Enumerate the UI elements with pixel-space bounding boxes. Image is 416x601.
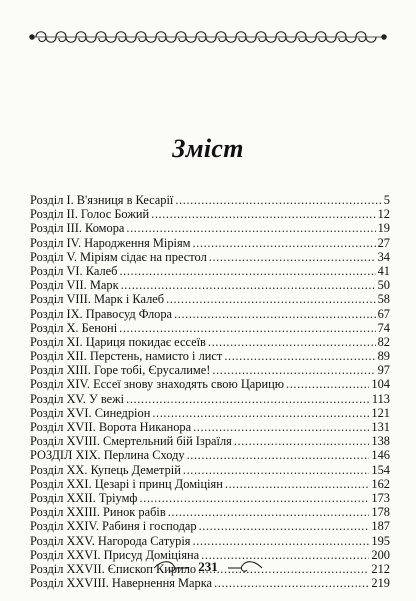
toc-entry-page: 5 [383, 193, 390, 207]
toc-entry-title: Розділ V. Міріям сідає на престол [30, 249, 207, 264]
toc-entry [30, 377, 390, 391]
toc-dot-leader [193, 420, 369, 434]
toc-entry-title: Розділ XIV. Ессеї знову знаходять свою Царицю [30, 377, 285, 392]
toc-entry [30, 221, 390, 235]
toc-dot-leader [175, 193, 381, 207]
toc-entry-title: Розділ VIII. Марк і Калеб [30, 292, 165, 307]
toc-entry-title: Розділ XIII. Горе тобі, Єрусалиме! [30, 363, 211, 378]
toc-entry-title: Розділ XVII. Ворота Никанора [30, 420, 192, 434]
toc-entry [30, 349, 390, 363]
toc-entry-title: Розділ XXV. Нагорода Сатурія [30, 533, 191, 548]
toc-entry-page: 27 [377, 235, 390, 250]
toc-entry-title: Розділ XXIV. Рабиня і господар [30, 519, 197, 534]
toc-entry [30, 406, 390, 420]
toc-entry [30, 519, 390, 533]
toc-entry-title: Розділ XXVIII. Навернення Марка [30, 576, 213, 591]
table-of-contents [30, 193, 390, 590]
toc-entry-title: Розділ X. Беноні [30, 320, 118, 335]
toc-entry-title: Розділ XII. Перстень, намисто і лист [30, 349, 223, 364]
toc-dot-leader [119, 321, 375, 335]
toc-dot-leader [225, 477, 370, 491]
toc-entry-title: Розділ XI. Цариця покидає ессеїв [30, 334, 206, 349]
toc-dot-leader [208, 335, 376, 349]
toc-entry-page: 173 [371, 490, 390, 505]
toc-entry-page: 34 [377, 249, 390, 264]
toc-entry [30, 236, 390, 250]
toc-entry-page: 50 [377, 278, 390, 293]
toc-entry-page: 82 [377, 334, 390, 349]
toc-entry-page: 178 [371, 505, 390, 520]
toc-entry [30, 278, 390, 292]
toc-entry [30, 505, 390, 519]
toc-entry-title: Розділ ІІ. Голос Божий [30, 207, 150, 222]
toc-entry [30, 250, 390, 264]
toc-entry-page: 138 [371, 434, 390, 449]
toc-entry-title: Розділ XXII. Тріумф [30, 490, 138, 505]
ornamental-border-icon [28, 26, 388, 48]
toc-dot-leader [139, 491, 369, 505]
toc-entry-page: 41 [377, 263, 390, 278]
toc-entry-title: Розділ І. В'язниця в Кесарії [30, 193, 174, 207]
toc-entry-title: Розділ XXVI. Присуд Доміціяна [30, 547, 200, 562]
toc-entry [30, 434, 390, 448]
toc-entry [30, 463, 390, 477]
toc-entry-page: 58 [377, 292, 390, 307]
toc-entry-title: РОЗДІЛ XIX. Перлина Сходу [30, 448, 185, 463]
toc-dot-leader [119, 264, 375, 278]
toc-entry-title: Розділ XV. У вежі [30, 391, 125, 406]
toc-entry-title: Розділ VІ. Калеб [30, 263, 118, 278]
toc-dot-leader [187, 448, 370, 462]
toc-dot-leader [286, 377, 369, 391]
toc-dot-leader [151, 207, 375, 221]
toc-entry-title: Розділ XX. Купець Деметрій [30, 462, 181, 477]
toc-entry-page: 162 [371, 476, 390, 491]
toc-entry-title: Розділ XXIII. Ринок рабів [30, 505, 166, 520]
toc-entry-page: 74 [377, 320, 390, 335]
toc-entry [30, 335, 390, 349]
toc-entry-page: 200 [371, 547, 390, 562]
toc-entry-page: 187 [371, 519, 390, 534]
toc-entry-page: 104 [371, 377, 390, 392]
toc-entry [30, 292, 390, 306]
toc-entry [30, 321, 390, 335]
toc-entry [30, 307, 390, 321]
toc-entry-title: Розділ ІІІ. Комора [30, 221, 125, 236]
toc-entry [30, 264, 390, 278]
toc-entry [30, 207, 390, 221]
toc-entry [30, 477, 390, 491]
toc-dot-leader [234, 434, 370, 448]
toc-entry-title: Розділ XVI. Синедріон [30, 405, 151, 420]
toc-entry-page: 212 [371, 561, 390, 576]
toc-entry-title: Розділ VII. Марк [30, 278, 119, 293]
toc-entry [30, 363, 390, 377]
toc-dot-leader [126, 392, 370, 406]
toc-dot-leader [121, 278, 376, 292]
toc-entry-page: 19 [377, 221, 390, 236]
toc-dot-leader [183, 463, 370, 477]
toc-entry-page: 146 [371, 448, 390, 463]
toc-entry [30, 491, 390, 505]
toc-dot-leader [212, 363, 375, 377]
toc-entry-page: 195 [371, 533, 390, 548]
toc-entry [30, 448, 390, 462]
toc-entry [30, 392, 390, 406]
page-title: Зміст [172, 134, 244, 163]
toc-dot-leader [209, 250, 376, 264]
toc-entry-title: Розділ IX. Правосуд Флора [30, 306, 173, 321]
toc-entry [30, 420, 390, 434]
page-footer [0, 556, 416, 580]
toc-entry [30, 534, 390, 548]
toc-dot-leader [224, 349, 375, 363]
toc-entry [30, 193, 390, 207]
toc-entry-page: 113 [371, 391, 390, 406]
toc-entry-title: Розділ XXI. Цезарі і принц Доміціян [30, 476, 223, 491]
toc-dot-leader [199, 519, 370, 533]
toc-entry-page: 154 [371, 462, 390, 477]
toc-dot-leader [126, 221, 375, 235]
toc-entry-page: 89 [377, 349, 390, 364]
toc-dot-leader [168, 505, 370, 519]
toc-dot-leader [166, 292, 376, 306]
toc-dot-leader [152, 406, 369, 420]
toc-dot-leader [193, 534, 370, 548]
toc-entry-page: 12 [377, 207, 390, 222]
page-number: 231 [198, 559, 218, 574]
toc-entry-page: 97 [377, 363, 390, 378]
toc-dot-leader [193, 236, 376, 250]
toc-entry-page: 131 [371, 420, 390, 434]
toc-entry-title: Розділ XVIII. Смертельний бій Ізраїля [30, 434, 232, 449]
toc-entry-page: 219 [371, 576, 390, 591]
toc-dot-leader [174, 307, 376, 321]
toc-entry-page: 121 [371, 405, 390, 420]
toc-entry-page: 67 [377, 306, 390, 321]
toc-entry-title: Розділ XXVII. Єпископ Кирило [30, 561, 197, 576]
toc-entry-title: Розділ IV. Народження Міріям [30, 235, 191, 250]
